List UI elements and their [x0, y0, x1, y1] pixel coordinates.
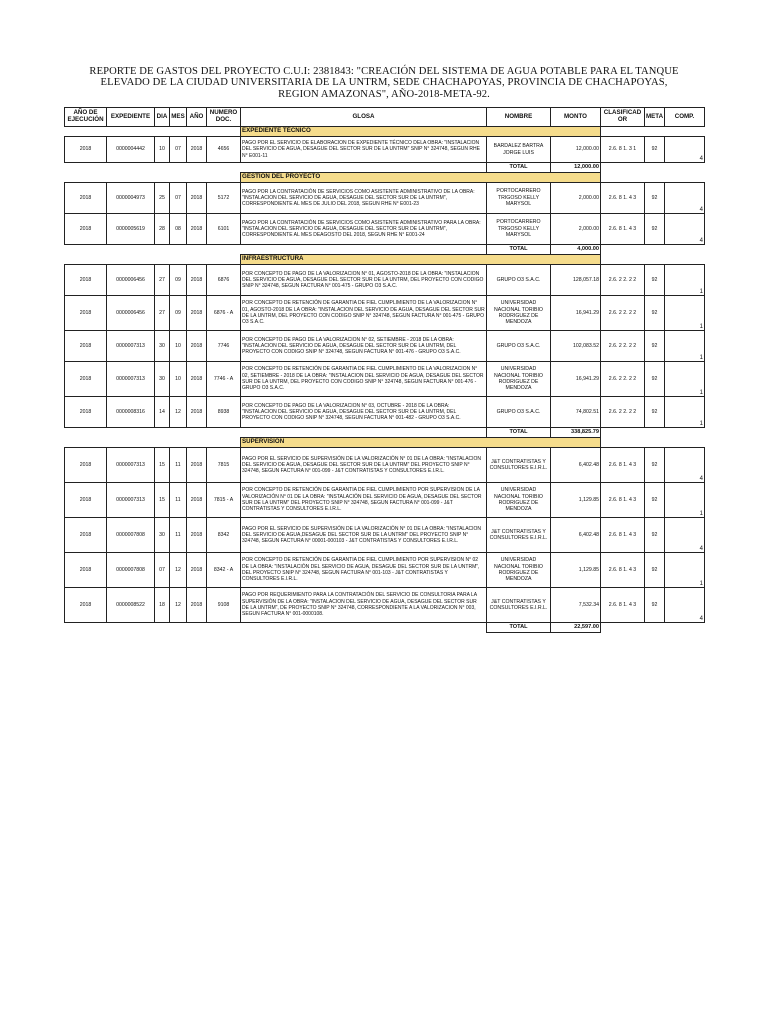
total-value: 12,000.00 — [551, 163, 601, 173]
cell-clasificador: 2.6. 8 1. 4 3 — [601, 518, 645, 553]
header-clasificador: CLASIFICAD OR — [601, 108, 645, 127]
table-row — [65, 265, 705, 296]
total-row — [65, 163, 705, 173]
cell-meta: 92 — [645, 397, 665, 428]
cell-numero-doc: 6876 — [207, 265, 241, 296]
comp-value: 4 — [699, 475, 703, 482]
table-row — [65, 296, 705, 331]
total-spacer — [65, 245, 487, 255]
table-row — [65, 183, 705, 214]
total-spacer-right — [601, 163, 705, 173]
cell-clasificador: 2.6. 8 1. 4 3 — [601, 183, 645, 214]
cell-dia: 27 — [155, 265, 170, 296]
cell-meta: 92 — [645, 518, 665, 553]
cell-clasificador: 2.6. 8 1. 4 3 — [601, 483, 645, 518]
cell-meta: 92 — [645, 448, 665, 483]
cell-dia: 15 — [155, 448, 170, 483]
total-row — [65, 428, 705, 438]
comp-value: 1 — [699, 420, 703, 427]
cell-nombre: UNIVERSIDAD NACIONAL TORIBIO RODRIGUEZ DE MENDOZA — [487, 362, 551, 397]
cell-comp — [665, 137, 705, 163]
cell-nombre: UNIVERSIDAD NACIONAL TORIBIO RODRIGUEZ DE MENDOZA — [487, 296, 551, 331]
cell-clasificador: 2.6. 8 1. 4 3 — [601, 214, 645, 245]
cell-mes: 08 — [170, 214, 187, 245]
cell-comp — [665, 214, 705, 245]
cell-glosa: POR CONCEPTO DE PAGO DE LA VALORIZACION N° 01, AGOSTO-2018 DE LA OBRA: "INSTALACION DEL SERVICIO DE AGUA, DESAGUE DEL SECTOR SUR DE LA UNTRM, DEL PROYECTO CON CODIGO SNIP N° 324748, SEGUN FACTURA N° 001-475 - GRUPO O3 S.A.C. — [241, 265, 487, 296]
cell-monto: 16,941.29 — [551, 362, 601, 397]
cell-numero-doc: 6101 — [207, 214, 241, 245]
header-anio-ejecucion: AÑO DE EJECUCIÓN — [65, 108, 107, 127]
comp-value: 1 — [699, 354, 703, 361]
cell-anio: 2018 — [187, 588, 207, 623]
section-spacer — [65, 255, 241, 265]
cell-expediente: 0000007808 — [107, 518, 155, 553]
cell-meta: 92 — [645, 362, 665, 397]
section-spacer-right — [601, 438, 705, 448]
expense-table — [64, 107, 705, 633]
cell-comp — [665, 183, 705, 214]
cell-clasificador: 2.6. 8 1. 4 3 — [601, 448, 645, 483]
comp-value: 4 — [699, 237, 703, 244]
header-meta: META — [645, 108, 665, 127]
cell-dia: 14 — [155, 397, 170, 428]
total-label: TOTAL — [487, 428, 551, 438]
cell-monto: 12,000.00 — [551, 137, 601, 163]
cell-comp — [665, 397, 705, 428]
cell-mes: 07 — [170, 137, 187, 163]
table-row — [65, 397, 705, 428]
cell-meta: 92 — [645, 265, 665, 296]
cell-anio-ejecucion: 2018 — [65, 483, 107, 518]
section-spacer-right — [601, 127, 705, 137]
cell-monto: 6,402.48 — [551, 518, 601, 553]
cell-anio: 2018 — [187, 362, 207, 397]
cell-anio: 2018 — [187, 265, 207, 296]
cell-comp — [665, 483, 705, 518]
cell-anio-ejecucion: 2018 — [65, 183, 107, 214]
cell-nombre: GRUPO O3 S.A.C. — [487, 265, 551, 296]
total-row — [65, 623, 705, 633]
cell-anio-ejecucion: 2018 — [65, 448, 107, 483]
header-monto: MONTO — [551, 108, 601, 127]
section-title: EXPEDIENTE TÉCNICO — [241, 127, 601, 137]
cell-expediente: 0000006456 — [107, 265, 155, 296]
cell-glosa: PAGO POR LA CONTRATACIÓN DE SERVICIOS COMO ASISTENTE ADMINISTRATIVO PARA LA OBRA: "INSTALACION DEL SERVICIO DE AGUA, DESAGUE DEL SECTOR SUR DE LA UNTRM", CORRESPONDIENTE AL MES DEAGOSTO DEL 2018, SEGUN RHE N° E001-24 — [241, 214, 487, 245]
table-row — [65, 483, 705, 518]
cell-nombre: UNIVERSIDAD NACIONAL TORIBIO RODRIGUEZ DE MENDOZA — [487, 553, 551, 588]
cell-clasificador: 2.6. 8 1. 3 1 — [601, 137, 645, 163]
total-label: TOTAL — [487, 163, 551, 173]
cell-clasificador: 2.6. 2 2. 2 2 — [601, 362, 645, 397]
cell-monto: 1,129.85 — [551, 483, 601, 518]
comp-value: 4 — [699, 155, 703, 162]
total-spacer-right — [601, 245, 705, 255]
cell-anio-ejecucion: 2018 — [65, 362, 107, 397]
cell-anio-ejecucion: 2018 — [65, 553, 107, 588]
cell-anio: 2018 — [187, 448, 207, 483]
header-glosa: GLOSA — [241, 108, 487, 127]
cell-meta: 92 — [645, 137, 665, 163]
table-row — [65, 448, 705, 483]
cell-comp — [665, 331, 705, 362]
section-title: SUPERVISIÓN — [241, 438, 601, 448]
header-nombre: NOMBRE — [487, 108, 551, 127]
cell-comp — [665, 553, 705, 588]
cell-glosa: PAGO POR LA CONTRATACIÓN DE SERVICIOS COMO ASISTENTE ADMINISTRATIVO DE LA OBRA: "INSTALACION DEL SERVICIO DE AGUA, DESAGUE DEL SECTOR SUR DE LA UNTRM", CORRESPONDIENTE AL MES DE JULIO DEL 2018, SEGUN RHE N° E001-23 — [241, 183, 487, 214]
cell-mes: 10 — [170, 362, 187, 397]
total-label: TOTAL — [487, 245, 551, 255]
cell-clasificador: 2.6. 2 2. 2 2 — [601, 265, 645, 296]
cell-comp — [665, 448, 705, 483]
cell-monto: 102,083.52 — [551, 331, 601, 362]
table-row — [65, 137, 705, 163]
cell-dia: 30 — [155, 331, 170, 362]
cell-numero-doc: 8342 — [207, 518, 241, 553]
section-spacer-right — [601, 255, 705, 265]
cell-monto: 7,532.34 — [551, 588, 601, 623]
cell-numero-doc: 8938 — [207, 397, 241, 428]
cell-nombre: J&T CONTRATISTAS Y CONSULTORES E.I.R.L. — [487, 518, 551, 553]
total-spacer-right — [601, 428, 705, 438]
cell-glosa: POR CONCEPTO DE RETENCIÓN DE GARANTIA DE FIEL CUMPLIMIENTO DE LA VALORIZACION N° 02, SETIEMBRE - 2018 DE LA OBRA: "INSTALACION DEL SERVICIO DE AGUA, DESAGUE DEL SECTOR SUR DE LA UNTRM, DEL PROYECTO CON CODIGO SNIP N° 324748, SEGUN FACTURA N° 001-476 - GRUPO O3 S.A.C. — [241, 362, 487, 397]
cell-numero-doc: 8342 - A — [207, 553, 241, 588]
cell-anio-ejecucion: 2018 — [65, 296, 107, 331]
cell-meta: 92 — [645, 553, 665, 588]
cell-glosa: PAGO POR REQUERIMIENTO PARA LA CONTRATACIÓN DEL SERVICIO DE CONSULTORIA PARA LA SUPERVISIÓN DE LA OBRA: "INSTALACION DEL SERVICIO DE AGUA, DESAGUE DEL SECTOR SUR DE LA UNTRM", DE PROYECTO SNIP N° 324748, CORRESPONDIENTE A LA VALORIZACION N° 003, SEGUN FACTURA N° 001-0000108. — [241, 588, 487, 623]
total-spacer — [65, 428, 487, 438]
cell-anio-ejecucion: 2018 — [65, 588, 107, 623]
total-label: TOTAL — [487, 623, 551, 633]
cell-expediente: 0000007313 — [107, 448, 155, 483]
cell-mes: 11 — [170, 483, 187, 518]
cell-meta: 92 — [645, 296, 665, 331]
cell-numero-doc: 7746 — [207, 331, 241, 362]
header-mes: MES — [170, 108, 187, 127]
cell-monto: 2,000.00 — [551, 183, 601, 214]
cell-glosa: POR CONCEPTO DE RETENCIÓN DE GARANTIA DE FIEL CUMPLIMIENTO DE LA VALORIZACION N° 01, AGOSTO-2018 DE LA OBRA: "INSTALACION DEL SERVICIO DE AGUA, DESAGUE DEL SECTOR SUR DE LA UNTRM, DEL PROYECTO CON CODIGO SNIP N° 324748, SEGUN FACTURA N° 001-475 - GRUPO O3 S.A.C. — [241, 296, 487, 331]
table-row — [65, 553, 705, 588]
cell-anio: 2018 — [187, 553, 207, 588]
total-spacer — [65, 163, 487, 173]
cell-expediente: 0000007808 — [107, 553, 155, 588]
table-row — [65, 214, 705, 245]
cell-numero-doc: 7815 - A — [207, 483, 241, 518]
cell-dia: 18 — [155, 588, 170, 623]
cell-clasificador: 2.6. 2 2. 2 2 — [601, 397, 645, 428]
cell-glosa: POR CONCEPTO DE PAGO DE LA VALORIZACION N° 02, SETIEMBRE - 2018 DE LA OBRA: "INSTALACION DEL SERVICIO DE AGUA, DESAGUE DEL SECTOR SUR DE LA UNTRM, DEL PROYECTO CON CODIGO SNIP N° 324748, SEGUN FACTURA N° 001-476 - GRUPO O3 S.A.C. — [241, 331, 487, 362]
header-row — [65, 108, 705, 127]
cell-nombre: J&T CONTRATISTAS Y CONSULTORES E.I.R.L. — [487, 588, 551, 623]
cell-anio: 2018 — [187, 331, 207, 362]
report-title — [40, 66, 728, 100]
cell-comp — [665, 362, 705, 397]
cell-clasificador: 2.6. 8 1. 4 3 — [601, 553, 645, 588]
section-spacer — [65, 127, 241, 137]
cell-dia: 07 — [155, 553, 170, 588]
header-expediente: EXPEDIENTE — [107, 108, 155, 127]
comp-value: 4 — [699, 206, 703, 213]
cell-meta: 92 — [645, 331, 665, 362]
cell-monto: 74,802.51 — [551, 397, 601, 428]
section-spacer-right — [601, 173, 705, 183]
cell-expediente: 0000006456 — [107, 296, 155, 331]
cell-numero-doc: 7815 — [207, 448, 241, 483]
cell-dia: 25 — [155, 183, 170, 214]
cell-dia: 30 — [155, 518, 170, 553]
total-spacer — [65, 623, 487, 633]
comp-value: 1 — [699, 323, 703, 330]
cell-expediente: 0000007313 — [107, 331, 155, 362]
cell-numero-doc: 9108 — [207, 588, 241, 623]
cell-anio: 2018 — [187, 183, 207, 214]
cell-glosa: POR CONCEPTO DE PAGO DE LA VALORIZACION N° 03, OCTUBRE - 2018 DE LA OBRA: "INSTALACION DEL SERVICIO DE AGUA, DESAGUE DEL SECTOR SUR DE LA UNTRM, DEL PROYECTO CON CODIGO SNIP N° 324748, SEGUN FACTURA N° 001-482 - GRUPO O3 S.A.C. — [241, 397, 487, 428]
cell-nombre: BARDALEZ BARTRA JORGE LUIS — [487, 137, 551, 163]
cell-anio: 2018 — [187, 296, 207, 331]
cell-mes: 11 — [170, 448, 187, 483]
cell-anio: 2018 — [187, 214, 207, 245]
cell-numero-doc: 7746 - A — [207, 362, 241, 397]
section-spacer — [65, 173, 241, 183]
cell-mes: 12 — [170, 397, 187, 428]
cell-mes: 09 — [170, 265, 187, 296]
cell-mes: 12 — [170, 588, 187, 623]
total-spacer-right — [601, 623, 705, 633]
table-row — [65, 362, 705, 397]
header-comp: COMP. — [665, 108, 705, 127]
section-header-row — [65, 438, 705, 448]
cell-numero-doc: 4656 — [207, 137, 241, 163]
total-value: 22,597.00 — [551, 623, 601, 633]
comp-value: 4 — [699, 615, 703, 622]
cell-meta: 92 — [645, 183, 665, 214]
cell-dia: 10 — [155, 137, 170, 163]
cell-meta: 92 — [645, 483, 665, 518]
cell-expediente: 0000007313 — [107, 362, 155, 397]
section-header-row — [65, 127, 705, 137]
section-header-row — [65, 173, 705, 183]
cell-glosa: PAGO POR EL SERVICIO DE SUPERVISIÓN DE LA VALORIZACIÓN N° 01 DE LA OBRA: "INSTALACION DEL SERVICIO DE AGUA,DESAGUE DEL SECTOR SUR DE LA UNTRM" DEL PROYECTO SNIP N° 324748, SEGUN FACTURA N° 00001-000103 - J&T CONTRATISTAS Y CONSULTORES E.I.R.L. — [241, 518, 487, 553]
cell-monto: 1,129.85 — [551, 553, 601, 588]
cell-expediente: 0000005619 — [107, 214, 155, 245]
cell-nombre: J&T CONTRATISTAS Y CONSULTORES E.I.R.L. — [487, 448, 551, 483]
cell-nombre: UNIVERSIDAD NACIONAL TORIBIO RODRIGUEZ DE MENDOZA — [487, 483, 551, 518]
cell-expediente: 0000008316 — [107, 397, 155, 428]
header-numero-doc: NUMERO DOC. — [207, 108, 241, 127]
cell-nombre: GRUPO O3 S.A.C. — [487, 331, 551, 362]
cell-dia: 30 — [155, 362, 170, 397]
total-value: 4,000.00 — [551, 245, 601, 255]
cell-comp — [665, 296, 705, 331]
cell-anio: 2018 — [187, 137, 207, 163]
cell-monto: 128,057.18 — [551, 265, 601, 296]
comp-value: 1 — [699, 288, 703, 295]
cell-anio-ejecucion: 2018 — [65, 331, 107, 362]
cell-clasificador: 2.6. 2 2. 2 2 — [601, 296, 645, 331]
total-row — [65, 245, 705, 255]
table-row — [65, 331, 705, 362]
header-anio: AÑO — [187, 108, 207, 127]
comp-value: 4 — [699, 545, 703, 552]
cell-nombre: PORTOCARRERO TRIGOSO KELLY MARYSOL — [487, 214, 551, 245]
title-line-1: REPORTE DE GASTOS DEL PROYECTO C.U.I: 2381843: "CREACIÓN DEL SISTEMA DE AGUA POTABLE PARA EL TANQUE — [89, 66, 679, 77]
cell-comp — [665, 265, 705, 296]
comp-value: 1 — [699, 389, 703, 396]
cell-glosa: PAGO POR EL SERVICIO DE SUPERVISIÓN DE LA VALORIZACIÓN N° 01 DE LA OBRA: "INSTALACION DEL SERVICIO DE AGUA, DESAGUE DEL SECTOR SUR DE LA UNTRM" DEL PROYECTO SNIP N° 324748, SEGUN FACTURA N° 001-099 - J&T CONTRATISTAS Y CONSULTORES E.I.R.L. — [241, 448, 487, 483]
cell-nombre: GRUPO O3 S.A.C. — [487, 397, 551, 428]
cell-glosa: POR CONCEPTO DE RETENCIÓN DE GARANTIA DE FIEL CUMPLIMIENTO POR SUPERVISION DE LA VALORIZACIÓN N° 01 DE LA OBRA: "INSTALACIÓN DEL SERVICIO DE AGUA, DESAGUE DEL SECTOR SUR DE LA UNTRM" DEL PROYECTO SNIP N° 324748, SEGUN FACTURA N° 001-099 - J&T CONTRATISTAS Y CONSULTORES E.I.R.L. — [241, 483, 487, 518]
cell-nombre: PORTOCARRERO TRIGOSO KELLY MARYSOL — [487, 183, 551, 214]
cell-anio-ejecucion: 2018 — [65, 518, 107, 553]
cell-expediente: 0000004442 — [107, 137, 155, 163]
cell-anio: 2018 — [187, 397, 207, 428]
table-row — [65, 588, 705, 623]
cell-anio-ejecucion: 2018 — [65, 214, 107, 245]
header-dia: DIA — [155, 108, 170, 127]
cell-anio-ejecucion: 2018 — [65, 265, 107, 296]
cell-glosa: PAGO POR EL SERVICIO DE ELABORACION DE EXPEDIENTE TÉCNICO DELA OBRA: "INSTALACION DEL SERVICIO DE AGUA, DESAGUE DEL SECTOR SUR DE LA UNTRM" SNIP N° 324748, SEGUN RHE N° E001-11 — [241, 137, 487, 163]
table-body — [65, 127, 705, 633]
cell-clasificador: 2.6. 8 1. 4 3 — [601, 588, 645, 623]
cell-mes: 12 — [170, 553, 187, 588]
cell-monto: 16,941.29 — [551, 296, 601, 331]
cell-dia: 28 — [155, 214, 170, 245]
cell-anio: 2018 — [187, 483, 207, 518]
title-line-2: ELEVADO DE LA CIUDAD UNIVERSITARIA DE LA UNTRM, SEDE CHACHAPOYAS, PROVINCIA DE CHACHAPOYAS, — [100, 77, 668, 89]
cell-mes: 09 — [170, 296, 187, 331]
cell-numero-doc: 6876 - A — [207, 296, 241, 331]
section-title: INFRAESTRUCTURA — [241, 255, 601, 265]
comp-value: 1 — [699, 580, 703, 587]
section-spacer — [65, 438, 241, 448]
table-row — [65, 518, 705, 553]
section-title: GESTIÓN DEL PROYECTO — [241, 173, 601, 183]
total-value: 338,825.79 — [551, 428, 601, 438]
cell-meta: 92 — [645, 588, 665, 623]
cell-mes: 10 — [170, 331, 187, 362]
cell-mes: 11 — [170, 518, 187, 553]
cell-expediente: 0000008522 — [107, 588, 155, 623]
comp-value: 1 — [699, 510, 703, 517]
cell-expediente: 0000007313 — [107, 483, 155, 518]
cell-glosa: POR CONCEPTO DE RETENCIÓN DE GARANTIA DE FIEL CUMPLIMIENTO POR SUPERVISION N° 02 DE LA OBRA: "INSTALACIÓN DEL SERVICIO DE AGUA, DESAGUE DEL SECTOR SUR DE LA UNTRM", DEL PROYECTO SNIP N° 324748, SEGUN FACTURA N° 001-103 - J&T CONTRATISTAS Y CONSULTORES E.I.R.L. — [241, 553, 487, 588]
cell-monto: 2,000.00 — [551, 214, 601, 245]
cell-anio: 2018 — [187, 518, 207, 553]
cell-comp — [665, 588, 705, 623]
cell-clasificador: 2.6. 2 2. 2 2 — [601, 331, 645, 362]
cell-comp — [665, 518, 705, 553]
title-line-3: REGION AMAZONAS", AÑO-2018-META-92. — [278, 88, 490, 100]
cell-anio-ejecucion: 2018 — [65, 137, 107, 163]
cell-expediente: 0000004973 — [107, 183, 155, 214]
cell-anio-ejecucion: 2018 — [65, 397, 107, 428]
cell-dia: 15 — [155, 483, 170, 518]
cell-meta: 92 — [645, 214, 665, 245]
cell-mes: 07 — [170, 183, 187, 214]
cell-numero-doc: 5172 — [207, 183, 241, 214]
cell-monto: 6,402.48 — [551, 448, 601, 483]
section-header-row — [65, 255, 705, 265]
cell-dia: 27 — [155, 296, 170, 331]
